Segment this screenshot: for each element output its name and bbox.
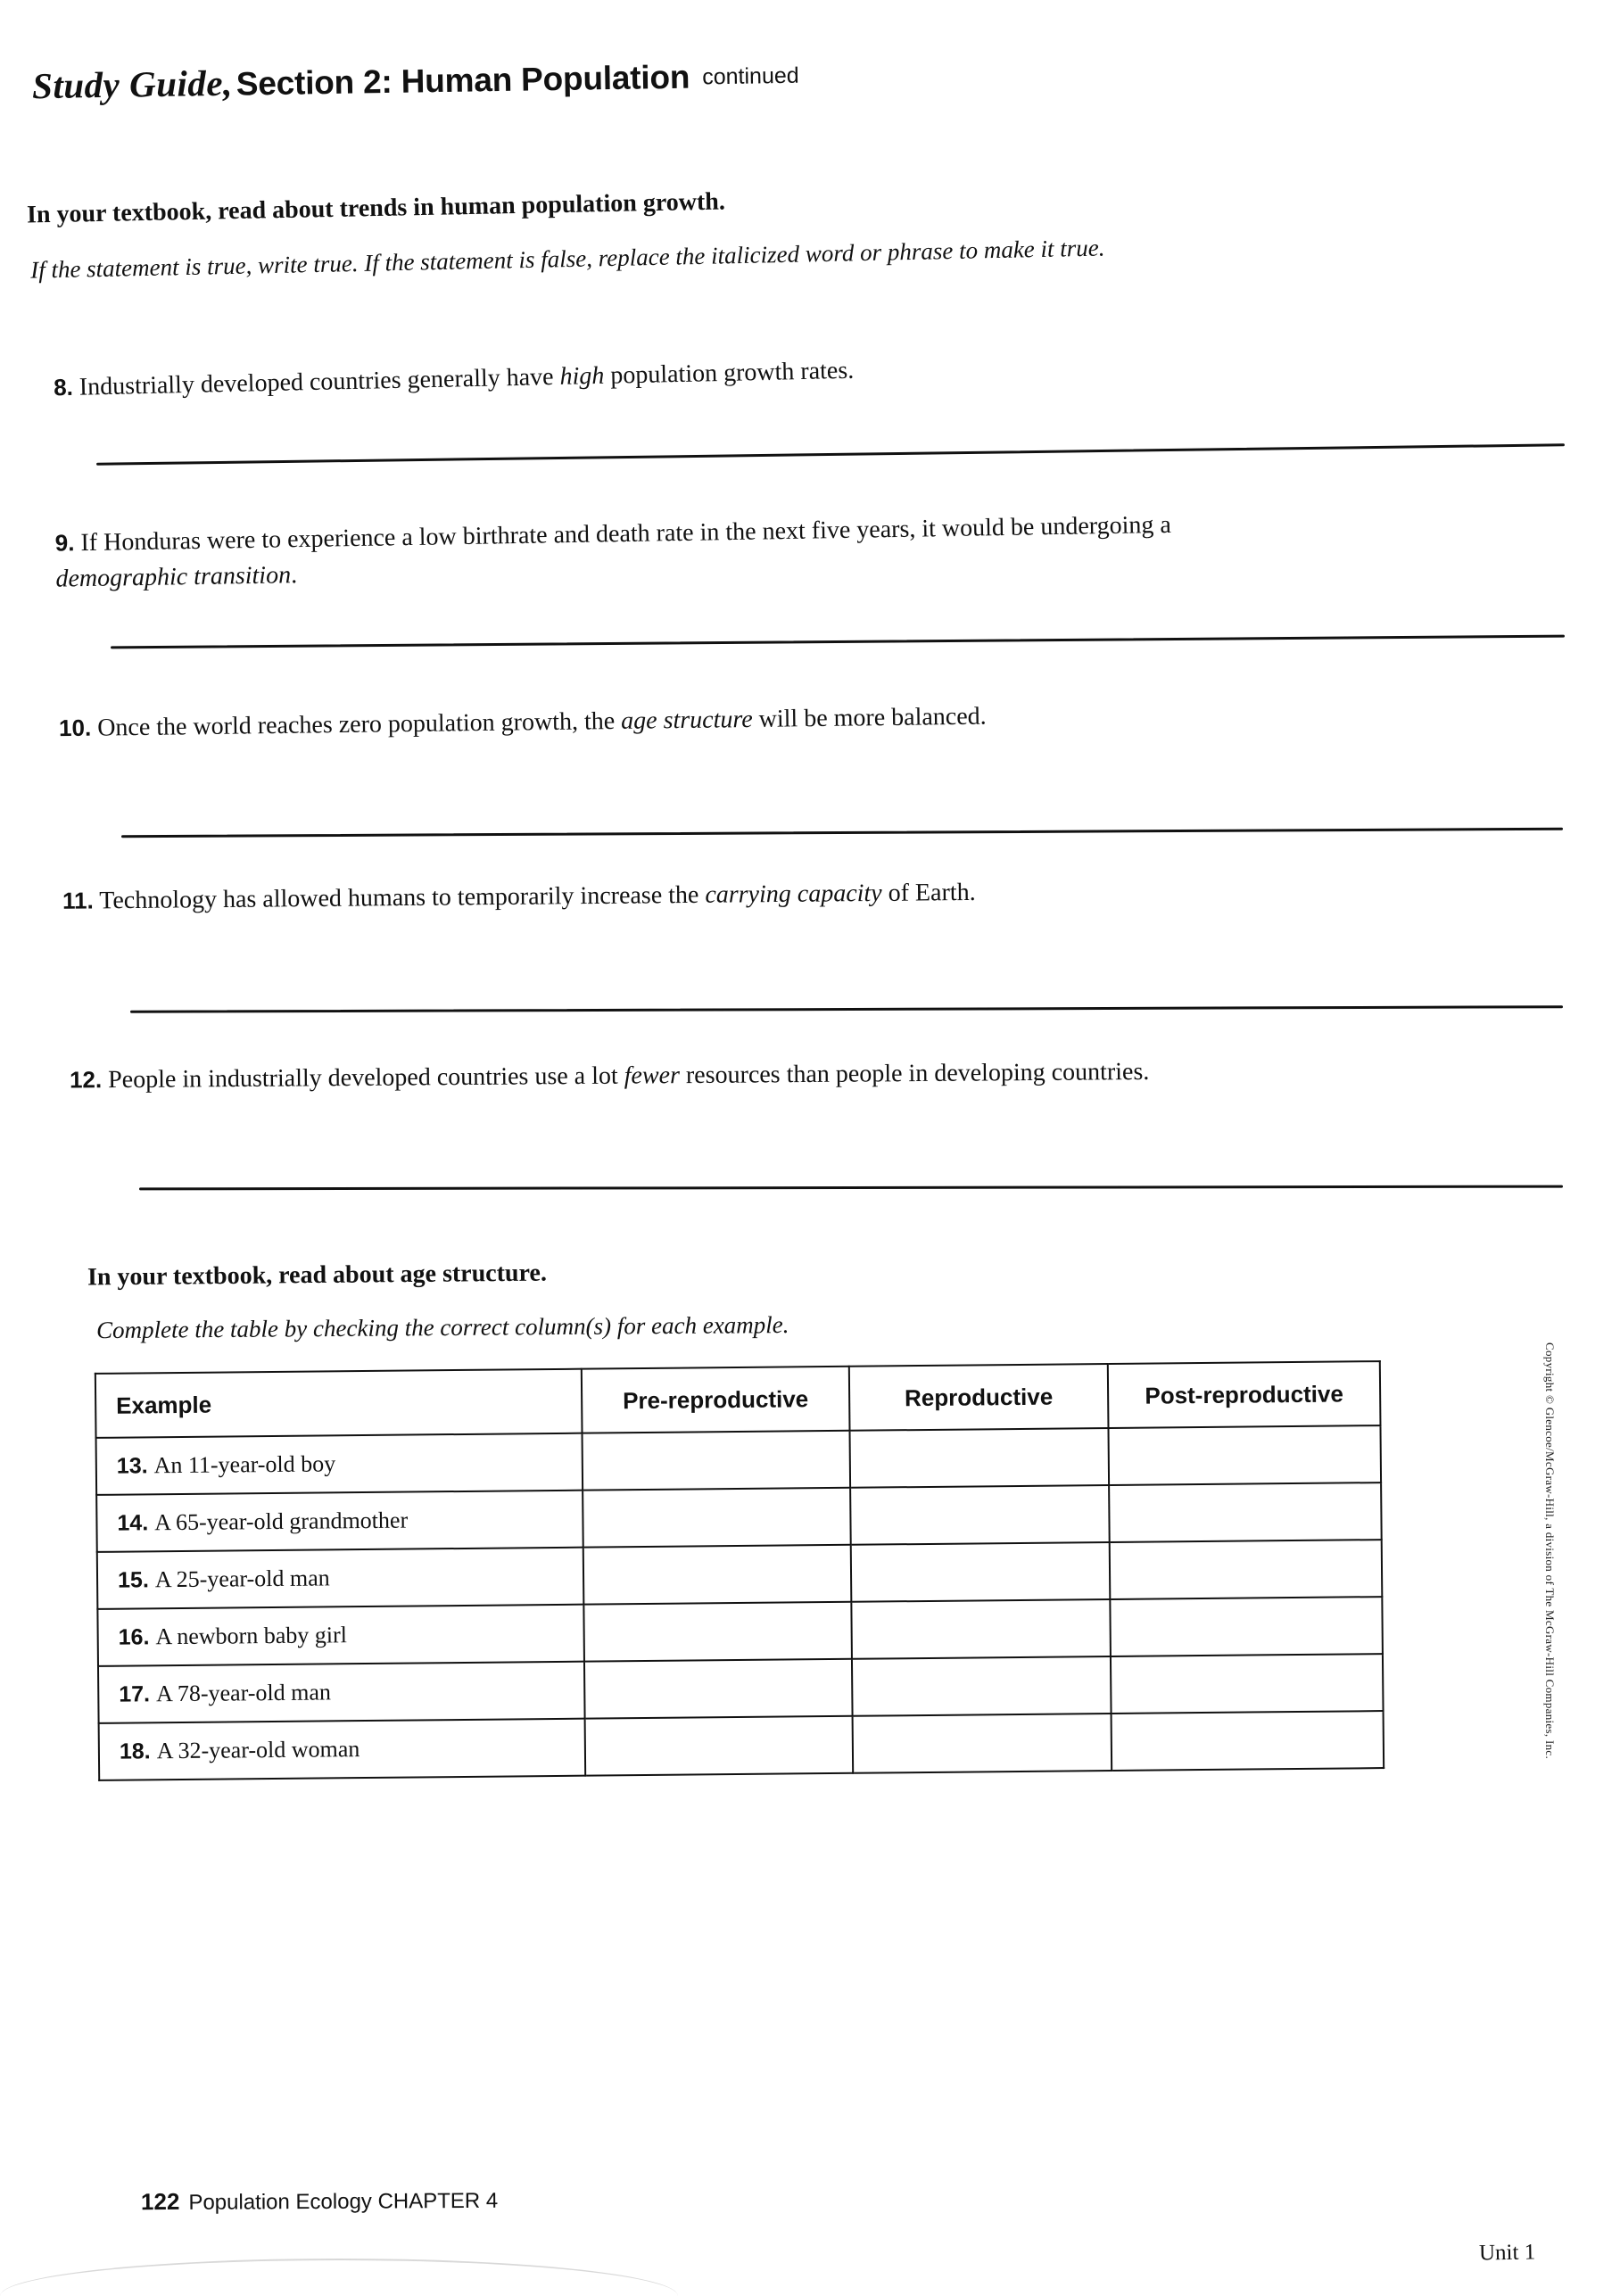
table-cell-example (97, 1548, 584, 1609)
table-row (99, 1711, 1384, 1780)
table-cell-reproductive[interactable] (849, 1428, 1109, 1488)
question-item-9 (54, 505, 1304, 597)
page-header (32, 46, 1193, 107)
table-cell-example (98, 1662, 585, 1723)
table-header-row (95, 1361, 1381, 1438)
table-row-example-text: A 78-year-old man (155, 1679, 332, 1707)
footer-page-number: 122 (140, 2187, 180, 2216)
table-row-example-text: A 32-year-old woman (156, 1736, 360, 1764)
scan-edge-shadow (0, 2259, 678, 2296)
table-cell-pre-reproductive[interactable] (584, 1659, 853, 1719)
question-number-8: 8. (53, 373, 74, 401)
question-text-12-post: resources than people in developing countries. (679, 1057, 1150, 1090)
table-cell-post-reproductive[interactable] (1111, 1654, 1384, 1714)
table-cell-example (97, 1605, 584, 1666)
question-text-11-pre: Technology has allowed humans to temporarily increase the (99, 880, 706, 915)
question-number-10: 10. (58, 714, 92, 742)
question-text-8-pre: Industrially developed countries generally have (79, 362, 560, 401)
table-cell-pre-reproductive[interactable] (583, 1488, 851, 1548)
question-text-12-pre: People in industrially developed countries use a lot (108, 1061, 624, 1094)
table-cell-post-reproductive[interactable] (1110, 1540, 1383, 1599)
answer-line-10[interactable] (121, 828, 1563, 838)
page-title-section: Section 2: Human Population (236, 58, 690, 103)
answer-line-12[interactable] (139, 1185, 1563, 1191)
question-italic-8: high (559, 361, 605, 391)
table-cell-pre-reproductive[interactable] (583, 1602, 852, 1662)
table-header-example: Example (95, 1369, 583, 1438)
table-row-example-text: A newborn baby girl (155, 1622, 348, 1650)
directions-heading-2: In your textbook, read about age structure. (87, 1259, 548, 1292)
table-cell-post-reproductive[interactable] (1112, 1711, 1384, 1771)
directions-italic-2: Complete the table by checking the correct column(s) for each example. (95, 1311, 789, 1344)
age-structure-table (95, 1360, 1384, 1781)
table-header-reproductive: Reproductive (849, 1364, 1109, 1431)
question-item-11 (62, 871, 1311, 919)
table-cell-reproductive[interactable] (850, 1485, 1110, 1545)
answer-line-8[interactable] (96, 443, 1565, 466)
question-italic-10: age structure (620, 705, 753, 735)
page-title-study-guide: Study Guide, (31, 62, 234, 107)
table-cell-reproductive[interactable] (852, 1656, 1112, 1716)
copyright-notice: Copyright © Glencoe/McGraw-Hill, a division of The McGraw-Hill Companies, Inc. (1543, 1342, 1557, 1759)
table-cell-post-reproductive[interactable] (1108, 1425, 1381, 1485)
table-row-number: 13. (116, 1453, 148, 1479)
answer-line-9[interactable] (111, 635, 1565, 649)
table-header-pre-reproductive: Pre-reproductive (582, 1367, 850, 1433)
question-text-10-post: will be more balanced. (752, 702, 987, 733)
footer-unit-label: Unit 1 (1478, 2240, 1536, 2266)
question-italic-9: demographic transition (55, 560, 292, 593)
table-cell-post-reproductive[interactable] (1109, 1482, 1382, 1542)
table-row-number: 17. (119, 1681, 151, 1707)
table-header-post-reproductive: Post-reproductive (1108, 1361, 1381, 1428)
table-row-number: 14. (117, 1510, 149, 1536)
table-cell-example (96, 1433, 583, 1495)
table-cell-reproductive[interactable] (851, 1599, 1111, 1659)
table-row-number: 16. (118, 1624, 150, 1650)
page-footer (141, 2186, 498, 2216)
age-structure-table-wrapper (95, 1360, 1383, 1781)
footer-chapter-text: Population Ecology CHAPTER 4 (188, 2188, 499, 2215)
table-cell-pre-reproductive[interactable] (583, 1431, 851, 1491)
table-row-example-text: A 25-year-old man (154, 1565, 330, 1593)
table-row-number: 18. (119, 1739, 151, 1764)
table-cell-example (96, 1491, 583, 1552)
directions-italic-1: If the statement is true, write true. If the statement is false, replace the italicized word or phrase to make it true. (29, 234, 1105, 284)
question-number-9: 9. (54, 529, 75, 557)
table-row-example-text: An 11-year-old boy (153, 1450, 336, 1479)
table-row-number: 15. (117, 1567, 149, 1593)
question-item-10 (59, 695, 1308, 747)
directions-heading-1: In your textbook, read about trends in human population growth. (26, 187, 726, 229)
answer-line-11[interactable] (130, 1005, 1563, 1013)
question-italic-12: fewer (624, 1061, 681, 1090)
question-item-12 (70, 1053, 1318, 1099)
question-item-8 (54, 343, 1303, 406)
table-cell-reproductive[interactable] (853, 1714, 1112, 1773)
page-title-continued: continued (702, 62, 799, 90)
table-row-example-text: A 65-year-old grandmother (154, 1507, 409, 1536)
table-cell-post-reproductive[interactable] (1110, 1597, 1383, 1656)
question-text-11-post: of Earth. (881, 878, 976, 907)
question-text-9-post: . (290, 560, 298, 589)
question-italic-11: carrying capacity (705, 879, 882, 909)
question-text-10-pre: Once the world reaches zero population growth, the (97, 706, 622, 742)
table-cell-reproductive[interactable] (851, 1542, 1111, 1602)
question-text-8-post: population growth rates. (603, 356, 855, 390)
question-number-11: 11. (62, 887, 94, 914)
table-cell-example (99, 1719, 586, 1780)
question-text-9-pre: If Honduras were to experience a low birthrate and death rate in the next five years, it would be undergoing a (80, 510, 1172, 557)
question-number-12: 12. (69, 1066, 103, 1094)
table-cell-pre-reproductive[interactable] (583, 1545, 852, 1605)
table-cell-pre-reproductive[interactable] (585, 1716, 854, 1776)
